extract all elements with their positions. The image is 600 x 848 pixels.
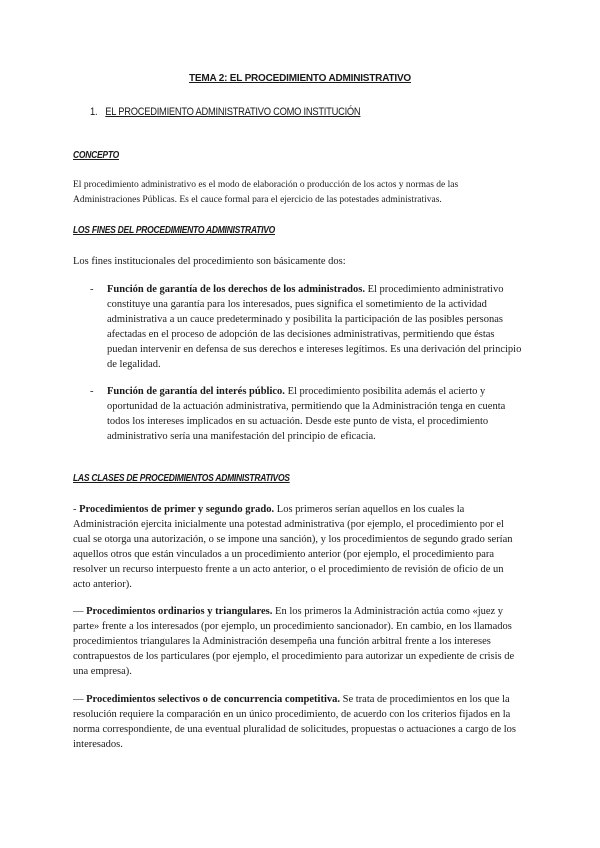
fines-intro: Los fines institucionales del procedimiento son básicamente dos: (73, 256, 346, 267)
document-title: TEMA 2: EL PROCEDIMIENTO ADMINISTRATIVO (188, 73, 412, 84)
clase-text: Se trata de procedimientos en los que la resolución requiere la comparación en un único procedimiento, de acuerdo con los criterios fijados en la norma correspondiente, de una eventual pluralidad de solicitudes, propuestas o actuaciones a cargo de los interesados. (73, 694, 516, 750)
clase-item (73, 502, 523, 592)
clase-lead: — (73, 606, 87, 617)
list-item (90, 282, 526, 372)
section-title: EL PROCEDIMIENTO ADMINISTRATIVO COMO INSTITUCIÓN (105, 106, 361, 118)
clase-item (73, 692, 523, 752)
list-item-title: Función de garantía del interés público. (107, 386, 285, 397)
clase-title: Procedimientos de primer y segundo grado. (79, 504, 275, 515)
clase-text: En los primeros la Administración actúa como «juez y parte» frente a los interesados (por ejemplo, un procedimiento sancionador). En cambio, en los llamados procedimientos triangulares la Administración desempeña una función arbitral frente a los intereses contrapuestos de los particulares (por ejemplo, el procedimiento para autorizar un expediente de crisis de una empresa). (73, 606, 515, 677)
list-item-text: El procedimiento posibilita además el acierto y oportunidad de la actuación administrativa, permitiendo que la Administración tenga en cuenta todos los intereses implicados en su actuación. Desde este punto de vista, el procedimiento administrativo sería una manifestación del principio de eficacia. (107, 386, 506, 442)
list-dash: - (90, 386, 94, 397)
clase-item (73, 604, 523, 679)
clase-text: Los primeros serían aquellos en los cuales la Administración ejercita inicialmente una potestad administrativa (por ejemplo, el procedimiento por el cual se otorga una autorización, o se impone una sanción), y los procedimientos de segundo grado serían aquellos otros que están vinculados a un procedimiento anterior (por ejemplo, el procedimiento para resolver un recurso interpuesto frente a un acto anterior, o el procedimiento de revisión de oficio de un acto anterior). (73, 504, 513, 590)
clase-lead: — (73, 694, 87, 705)
list-item-title: Función de garantía de los derechos de los administrados. (107, 284, 365, 295)
clase-title: Procedimientos selectivos o de concurrencia competitiva. (86, 694, 341, 705)
concepto-text: El procedimiento administrativo es el modo de elaboración o producción de los actos y normas de las Administraciones Públicas. Es el cauce formal para el ejercicio de las potestades administrativas. (73, 180, 459, 205)
list-dash: - (90, 284, 94, 295)
list-item (90, 384, 526, 444)
section-heading (90, 106, 360, 118)
clase-title: Procedimientos ordinarios y triangulares. (86, 606, 273, 617)
clases-heading: LAS CLASES DE PROCEDIMIENTOS ADMINISTRATIVOS (73, 473, 290, 484)
clase-lead: - (73, 504, 80, 515)
fines-heading: LOS FINES DEL PROCEDIMIENTO ADMINISTRATIVO (73, 225, 275, 236)
concepto-heading: CONCEPTO (73, 150, 119, 161)
list-item-text: El procedimiento administrativo constituye una garantía para los interesados, pues significa el sometimiento de la actividad administrativa a un cauce predeterminado y posibilita la participación de las posibles personas afectadas en el proceso de adopción de las decisiones administrativas, permitiendo que éstas puedan intervenir en defensa de sus derechos e intereses legítimos. Es una derivación del principio de legalidad. (107, 284, 522, 370)
section-number: 1. (90, 106, 98, 118)
